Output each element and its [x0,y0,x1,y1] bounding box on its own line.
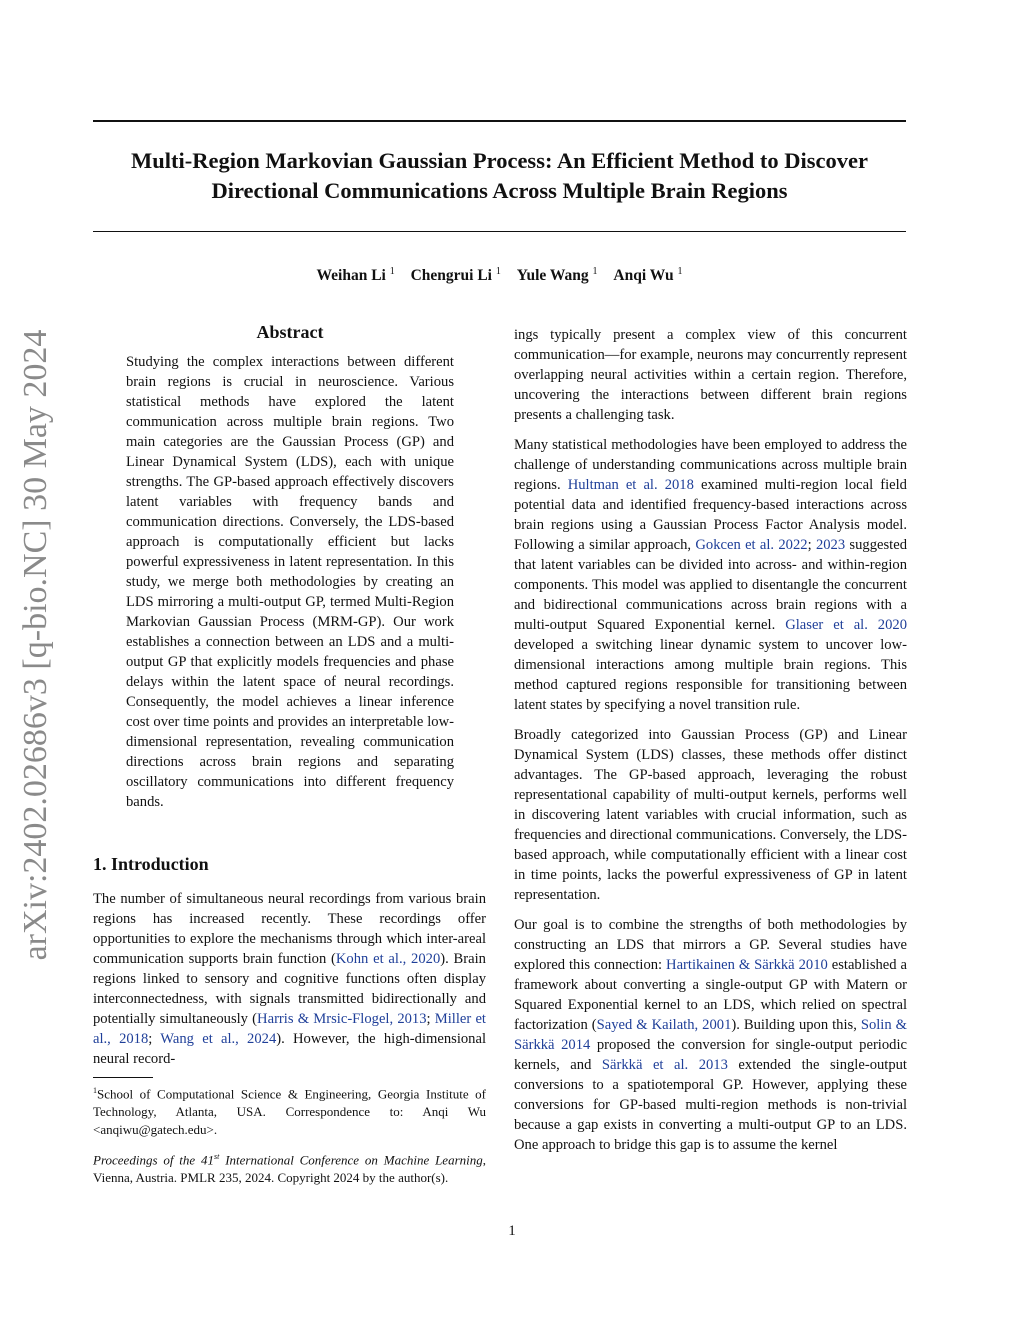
paragraph: Broadly categorized into Gaussian Process (GP) and Linear Dynamical System (LDS) classes, these methods offer distinct advantages. The GP-based approach, leveraging the robust representational capability of multi-output kernels, performs well in discovering latent variables with crucial information, such as frequencies and directional communications. Conversely, the LDS-based approach, while computationally efficient with a linear cost in time points, lacks the powerful expressiveness of GP in latent representation. [514,727,907,903]
citation-link[interactable]: Sayed & Kailath, 2001 [596,1017,732,1033]
proceedings-note: Proceedings of the 41st International Conference on Machine Learning, Vienna, Austria. PMLR 235, 2024. Copyright 2024 by the author(s). [93,1152,486,1186]
intro-heading: 1. Introduction [93,854,209,874]
author: Weihan Li $^1$ [316,266,395,285]
citation-link[interactable]: Gokcen et al. 2022 [695,537,808,553]
citation-link[interactable]: Glaser et al. 2020 [785,617,907,633]
title-rule-top [93,120,906,122]
author: Chengrui Li $^1$ [410,266,501,285]
author-list [93,266,906,285]
author: Anqi Wu $^1$ [613,266,683,285]
citation-link[interactable]: Hartikainen & Särkkä 2010 [666,957,828,973]
citation-link[interactable]: Harris & Mrsic-Flogel, 2013 [257,1011,427,1027]
author: Yule Wang $^1$ [516,266,598,285]
citation-link[interactable]: Wang et al., 2024 [160,1031,277,1047]
citation-link[interactable]: Särkkä et al. 2013 [601,1057,728,1073]
paragraph: Many statistical methodologies have been employed to address the challenge of understanding communications across multiple brain regions. Hultman et al. 2018 examined multi-region local field potential data and identified frequency-based interactions across brain regions using a Gaussian Process Factor Analysis model. Following a similar approach, Gokcen et al. 2022; 2023 suggested that latent variables can be divided into across- and within-region components. This model was applied to disentangle the concurrent and bidirectional communications across brain regions with a multi-output Squared Exponential kernel. Glaser et al. 2020 developed a switching linear dynamic system to uncover low-dimensional interactions among multiple brain regions. This method captured regions responsible for transitioning between latent states by specifying a novel transition rule. [514,437,907,713]
citation-link[interactable]: Hultman et al. 2018 [567,477,694,493]
abstract-heading: Abstract [256,322,324,342]
title-rule-bottom [93,231,906,232]
paragraph: Our goal is to combine the strengths of both methodologies by constructing an LDS that mirrors a GP. Several studies have explored this connection: Hartikainen & Särkkä 2010 established a framework about converting a single-output GP with Matern or Squared Exponential kernel to an LDS, which relied on spectral factorization (Sayed & Kailath, 2001). Building upon this, Solin & Särkkä 2014 proposed the conversion for single-output periodic kernels, and Särkkä et al. 2013 extended the single-output conversions to a spatiotemporal GP. However, applying these conversions for GP-based multi-region methods is non-trivial because a gap exists in converting a multi-output GP to an LDS. One approach to bridge this gap is to assume the kernel [514,917,908,1153]
arxiv-stamp: arXiv:2402.02686v3 [q-bio.NC] 30 May 2024 [17,329,54,961]
affiliation-footnote: $^1$School of Computational Science & Engineering, Georgia Institute of Technology, Atlanta, USA. Correspondence to: Anqi Wu <anqiwu@gatech.edu>. [93,1086,486,1138]
title-line-1: Multi-Region Markovian Gaussian Process: An Efficient Method to Discover [130,148,869,173]
footnote-rule [93,1077,153,1078]
paragraph: ings typically present a complex view of this concurrent communication—for example, neurons may concurrently represent overlapping neural activities within a certain region. Therefore, uncovering the interactions between different brain regions presents a challenging task. [514,327,907,423]
citation-link[interactable]: Miller et al., 2018 [93,1011,486,1047]
citation-link[interactable]: Solin & Särkkä 2014 [514,1017,908,1053]
citation-link[interactable]: 2023 [815,537,846,553]
right-column [514,325,907,1165]
abstract-body: Studying the complex interactions between different brain regions is crucial in neuroscience. Various statistical methods have explored the latent communication across multiple brain regions. Two main categories are the Gaussian Process (GP) and Linear Dynamical System (LDS), each with unique strengths. The GP-based approach effectively discovers latent variables with frequency bands and communication directions. Conversely, the LDS-based approach is computationally efficient but lacks powerful expressiveness in latent representation. In this study, we merge both methodologies by creating an LDS mirroring a multi-output GP, termed Multi-Region Markovian Gaussian Process (MRM-GP). Our work establishes a connection between an LDS and a multi-output GP that explicitly models frequencies and phase delays within the latent space of neural recordings. Consequently, the model achieves a linear inference cost over time points and provides an interpretable low-dimensional representation, revealing communication directions across brain regions and separating oscillatory communications into different frequency bands. [126,354,454,810]
citation-link[interactable]: Kohn et al., 2020 [335,951,441,967]
paper-title [93,146,906,206]
intro-paragraph: The number of simultaneous neural recordings from various brain regions has increased recently. These recordings offer opportunities to explore the mechanisms through which inter-areal communication supports brain function (Kohn et al., 2020). Brain regions linked to sensory and cognitive functions often display interconnectedness, with signals transmitted bidirectionally and potentially simultaneously (Harris & Mrsic-Flogel, 2013; Miller et al., 2018; Wang et al., 2024). However, the high-dimensional neural record- [93,891,486,1067]
title-line-2: Directional Communications Across Multiple Brain Regions [211,178,788,203]
page-number: 1 [508,1223,516,1239]
